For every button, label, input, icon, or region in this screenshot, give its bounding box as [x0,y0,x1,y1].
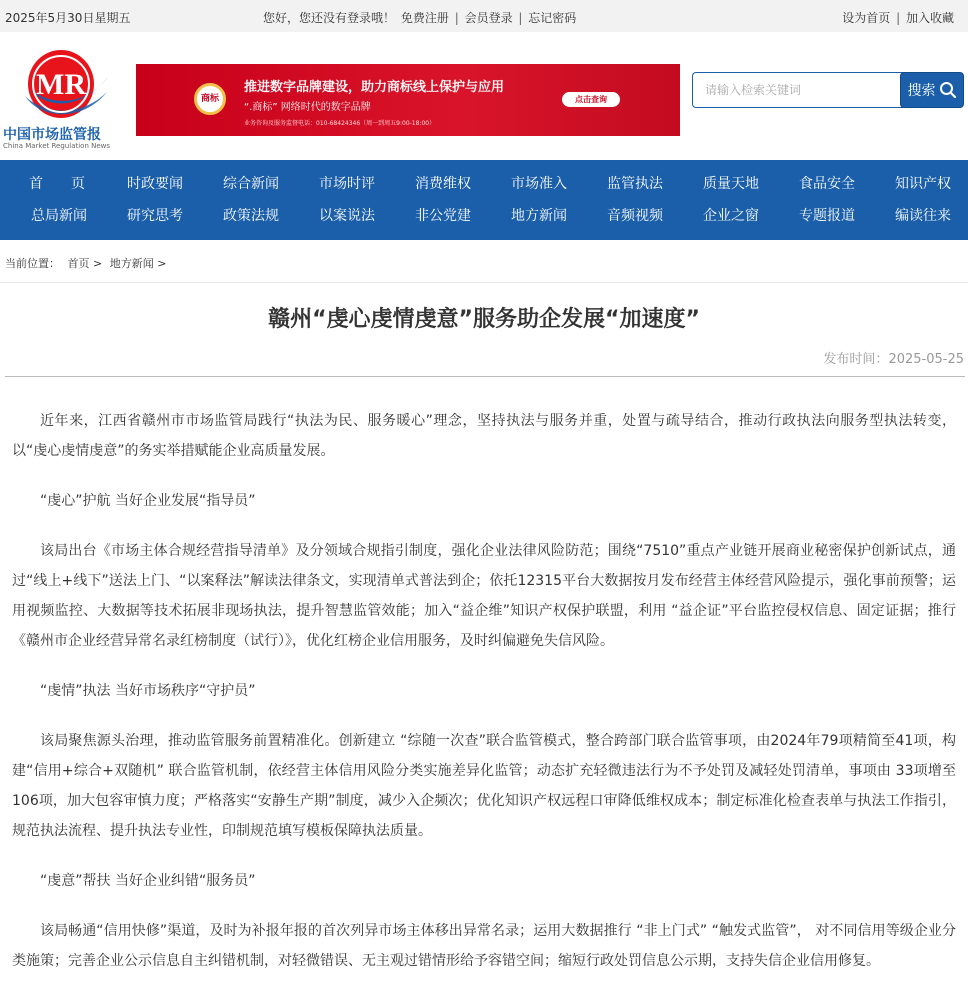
banner-contact: 业务咨询及服务监督电话：010-68424346（周一到周五9:00-18:00） [244,120,436,127]
add-favorite-link[interactable]: 加入收藏 [905,11,954,25]
nav-row-2 [0,200,968,232]
article-subheading: “虔情”执法 当好市场秩序“守护员” [40,683,256,699]
set-homepage-link[interactable]: 设为首页 [842,11,891,25]
search-box [692,72,964,108]
svg-text:MR: MR [36,68,86,101]
separator: | [454,11,459,25]
nav-item-ip[interactable]: 知识产权 [895,176,951,192]
separator: | [896,11,901,25]
logo-emblem-icon [17,46,111,124]
nav-item-case-law[interactable]: 以案说法 [319,208,375,224]
nav-item-enforcement[interactable]: 监管执法 [607,176,663,192]
nav-item-video[interactable]: 音频视频 [607,208,663,224]
nav-item-policy[interactable]: 政策法规 [223,208,279,224]
banner-headline: 推进数字品牌建设，助力商标线上保护与应用 [244,80,505,95]
top-right-links [842,9,954,26]
search-button-label: 搜索 [907,83,936,99]
breadcrumb-home[interactable]: 首页 [67,257,90,270]
article-paragraph: 该局聚焦源头治理，推动监管服务前置精准化。创新建立 “综随一次查”联合监管模式，整合跨部门联合监管事项，由2024年79项精简至41项，构建“信用+综合+双随机” 联合监管机制，依经营主体信用风险分类实施差异化监管；动态扩充轻微违法行为不予处罚及减轻处罚清单，事项由 33项增至106项，加大包容审慎力度；严格落实“安静生产期”制度，减少入企频次；优化知识产权远程口审降低维权成本；制定标准化检查表单与执法工作指引，规范执法流程、提升执法专业性，印制规范填写模板保障执法质量。 [12,733,956,839]
publish-date-label: 发布时间： [823,352,889,367]
login-prompt [261,9,576,26]
trademark-badge-icon: 商标 [194,83,226,115]
forgot-password-link[interactable]: 忘记密码 [528,11,577,25]
header [0,32,968,160]
logo-name-cn: 中国市场监管报 [3,127,101,143]
nav-row-1 [0,168,968,200]
article-paragraph: 近年来，江西省赣州市市场监管局践行“执法为民、服务暖心”理念，坚持执法与服务并重，处置与疏导结合，推动行政执法向服务型执法转变，以“虔心虔情虔意”的务实举措赋能企业高质量发展。 [12,413,956,459]
nav-item-food-safety[interactable]: 食品安全 [799,176,855,192]
article-body [12,406,956,996]
breadcrumb-label: 当前位置： [5,257,60,270]
nav-item-local-news[interactable]: 地方新闻 [511,208,567,224]
article-subheading: “虔心”护航 当好企业发展“指导员” [40,493,256,509]
breadcrumb-section[interactable]: 地方新闻 [109,257,154,270]
nav-item-party[interactable]: 非公党建 [415,208,471,224]
trademark-ad-banner[interactable] [136,64,680,136]
nav-item-general-news[interactable]: 综合新闻 [223,176,279,192]
search-input[interactable] [692,72,904,108]
site-logo[interactable] [3,46,113,161]
publish-date [823,348,964,367]
welcome-text: 您好，您还没有登录哦！ [263,11,396,25]
breadcrumb [5,255,170,271]
article-title: 赣州“虔心虔情虔意”服务助企发展“加速度” [268,307,700,332]
nav-item-politics[interactable]: 时政要闻 [127,176,183,192]
current-date: 2025年5月30日星期五 [5,11,131,25]
divider [0,282,968,283]
breadcrumb-arrow: > [93,257,103,270]
banner-query-button[interactable]: 点击查询 [562,92,620,107]
nav-item-consumer[interactable]: 消费维权 [415,176,471,192]
nav-item-market-access[interactable]: 市场准入 [511,176,567,192]
breadcrumb-arrow: > [157,257,167,270]
nav-item-reader-mail[interactable]: 编读往来 [895,208,951,224]
nav-item-research[interactable]: 研究思考 [127,208,183,224]
register-link[interactable]: 免费注册 [400,11,449,25]
nav-item-admin-news[interactable]: 总局新闻 [31,208,87,224]
separator: | [518,11,523,25]
nav-item-special[interactable]: 专题报道 [799,208,855,224]
logo-name-en: China Market Regulation News [3,142,111,150]
login-link[interactable]: 会员登录 [464,11,513,25]
nav-item-enterprise[interactable]: 企业之窗 [703,208,759,224]
search-icon [939,81,957,99]
search-button[interactable] [900,72,964,108]
nav-item-commentary[interactable]: 市场时评 [319,176,375,192]
nav-item-home[interactable]: 首 页 [29,176,85,192]
article-paragraph: 该局畅通“信用快修”渠道，及时为补报年报的首次列异市场主体移出异常名录；运用大数据推行 “非上门式” “触发式监管”， 对不同信用等级企业分类施策；完善企业公示信息自主纠错机制，对轻微错误、无主观过错情形给予容错空间；缩短行政处罚信息公示期，支持失信企业信用修复。 [12,923,956,969]
article-paragraph: 该局出台《市场主体合规经营指导清单》及分领域合规指引制度，强化企业法律风险防范；围绕“7510”重点产业链开展商业秘密保护创新试点，通过“线上+线下”送法上门、“以案释法”解读法律条文，实现清单式普法到企；依托12315平台大数据按月发布经营主体经营风险提示，强化事前预警；运用视频监控、大数据等技术拓展非现场执法，提升智慧监管效能；加入“益企维”知识产权保护联盟，利用 “益企证”平台监控侵权信息、固定证据；推行《赣州市企业经营异常名录红榜制度（试行）》，优化红榜企业信用服务，及时纠偏避免失信风险。 [12,543,956,649]
article-subheading: “虔意”帮扶 当好企业纠错“服务员” [40,873,256,889]
top-bar [0,0,968,32]
nav-item-quality[interactable]: 质量天地 [703,176,759,192]
title-divider [5,376,965,377]
publish-date-value: 2025-05-25 [888,352,964,367]
main-navigation [0,160,968,240]
banner-subline: “.商标” 网络时代的数字品牌 [244,102,371,113]
